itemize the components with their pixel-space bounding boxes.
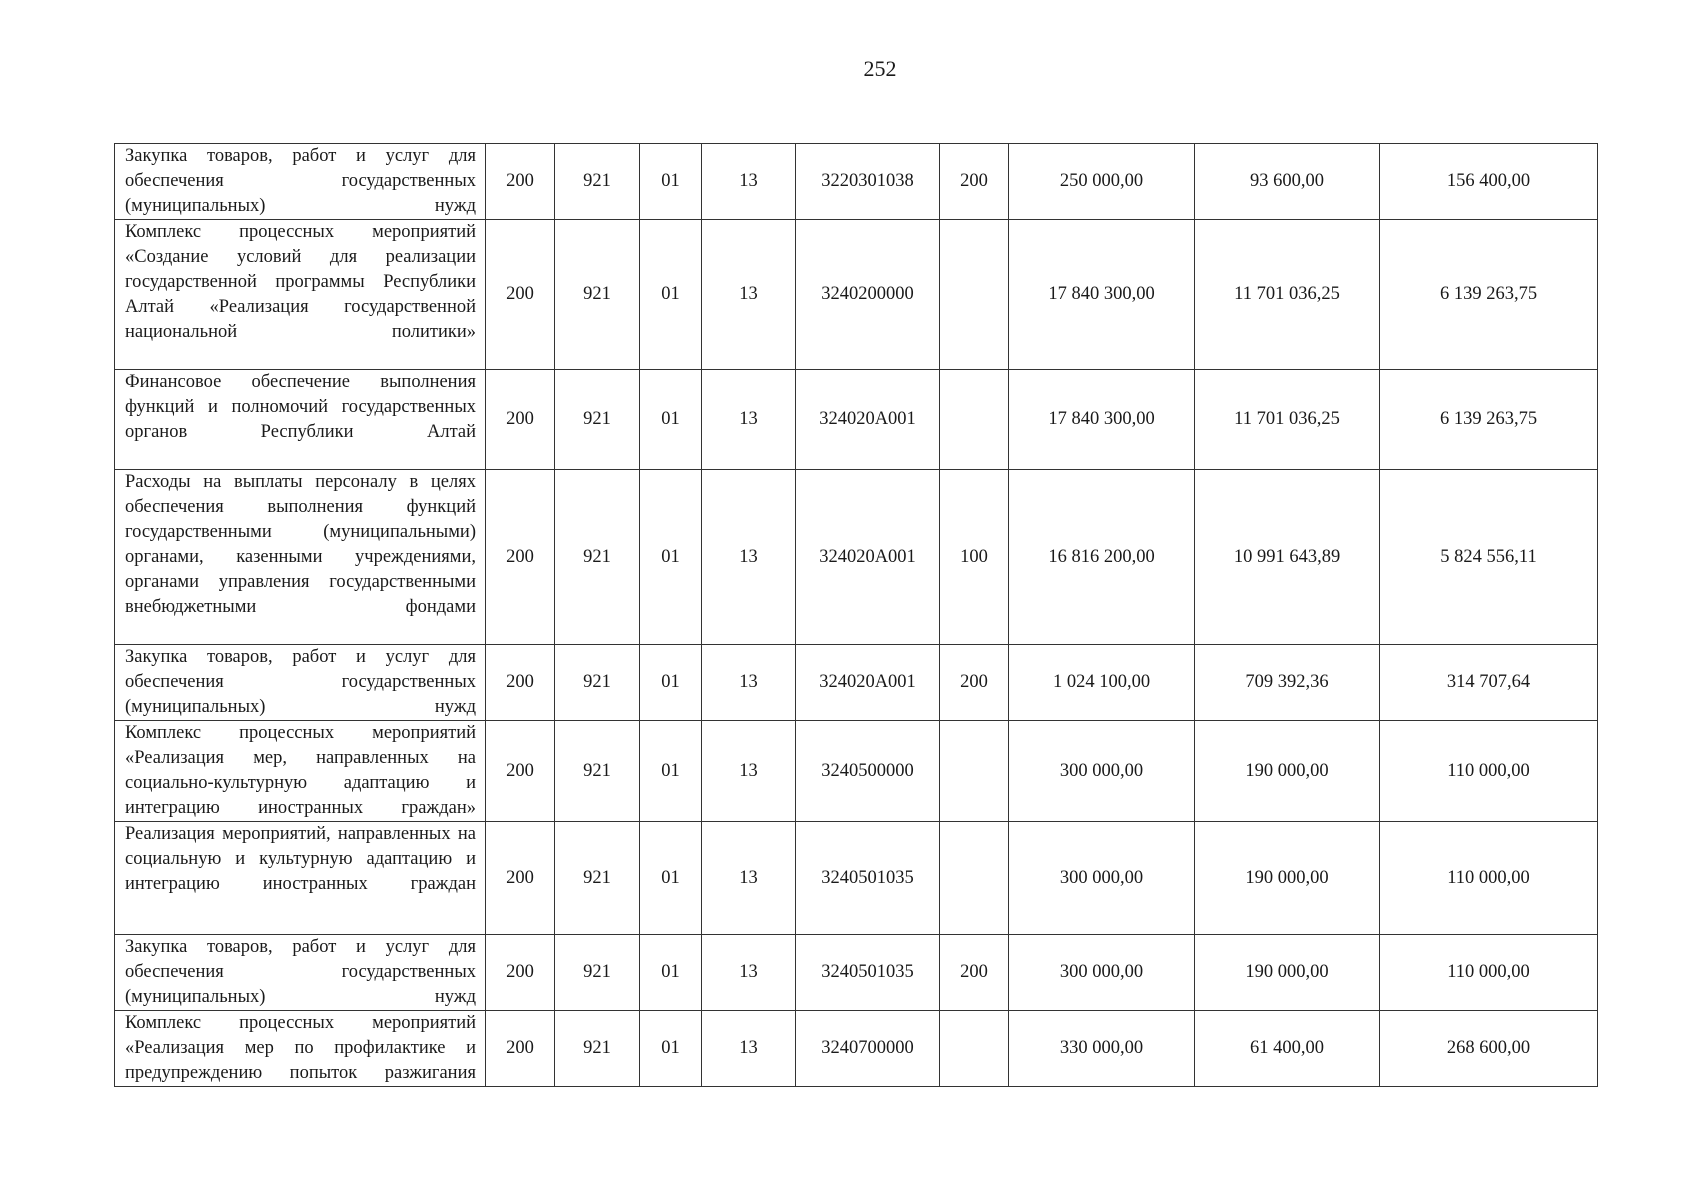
cell-c3: 01: [640, 220, 702, 370]
row-description: Комплекс процессных мероприятий «Реализация мер по профилактике и предупреждению попыток разжигания: [115, 1011, 486, 1087]
cell-c4: 13: [702, 645, 796, 721]
cell-c2: 921: [555, 144, 640, 220]
cell-type: [940, 822, 1009, 935]
cell-c4: 13: [702, 935, 796, 1011]
table-row: [115, 370, 1598, 470]
row-description: Комплекс процессных мероприятий «Создание условий для реализации государственной программы Республики Алтай «Реализация государственной национальной политики»: [115, 220, 486, 370]
table-row: [115, 220, 1598, 370]
cell-code: 324020А001: [796, 370, 940, 470]
cell-plan: 300 000,00: [1009, 822, 1195, 935]
cell-plan: 300 000,00: [1009, 721, 1195, 822]
row-description: Реализация мероприятий, направленных на социальную и культурную адаптацию и интеграцию иностранных граждан: [115, 822, 486, 935]
cell-c2: 921: [555, 822, 640, 935]
table-row: [115, 645, 1598, 721]
table-row: [115, 470, 1598, 645]
cell-fact: 190 000,00: [1195, 822, 1380, 935]
row-description: Закупка товаров, работ и услуг для обеспечения государственных (муниципальных) нужд: [115, 144, 486, 220]
table-row: [115, 935, 1598, 1011]
cell-c3: 01: [640, 1011, 702, 1087]
cell-fact: 11 701 036,25: [1195, 220, 1380, 370]
cell-fact: 190 000,00: [1195, 935, 1380, 1011]
cell-c2: 921: [555, 721, 640, 822]
cell-plan: 330 000,00: [1009, 1011, 1195, 1087]
cell-c1: 200: [486, 144, 555, 220]
cell-rest: 110 000,00: [1380, 822, 1598, 935]
cell-rest: 314 707,64: [1380, 645, 1598, 721]
cell-code: 324020А001: [796, 470, 940, 645]
cell-c4: 13: [702, 721, 796, 822]
cell-c1: 200: [486, 822, 555, 935]
row-description: Закупка товаров, работ и услуг для обеспечения государственных (муниципальных) нужд: [115, 935, 486, 1011]
cell-c3: 01: [640, 721, 702, 822]
cell-plan: 17 840 300,00: [1009, 370, 1195, 470]
budget-table: [114, 143, 1598, 1087]
table-row: [115, 1011, 1598, 1087]
cell-type: 200: [940, 935, 1009, 1011]
cell-c3: 01: [640, 470, 702, 645]
cell-c4: 13: [702, 220, 796, 370]
cell-c1: 200: [486, 370, 555, 470]
cell-c2: 921: [555, 645, 640, 721]
cell-c2: 921: [555, 1011, 640, 1087]
cell-code: 3220301038: [796, 144, 940, 220]
cell-c3: 01: [640, 645, 702, 721]
cell-type: [940, 1011, 1009, 1087]
cell-rest: 268 600,00: [1380, 1011, 1598, 1087]
cell-plan: 300 000,00: [1009, 935, 1195, 1011]
cell-c3: 01: [640, 144, 702, 220]
cell-c1: 200: [486, 1011, 555, 1087]
cell-c3: 01: [640, 822, 702, 935]
cell-fact: 93 600,00: [1195, 144, 1380, 220]
cell-c4: 13: [702, 1011, 796, 1087]
cell-code: 324020А001: [796, 645, 940, 721]
cell-c3: 01: [640, 935, 702, 1011]
cell-type: 200: [940, 144, 1009, 220]
row-description: Закупка товаров, работ и услуг для обеспечения государственных (муниципальных) нужд: [115, 645, 486, 721]
cell-c2: 921: [555, 935, 640, 1011]
table-row: [115, 822, 1598, 935]
cell-type: 100: [940, 470, 1009, 645]
cell-code: 3240700000: [796, 1011, 940, 1087]
table-row: [115, 144, 1598, 220]
cell-type: 200: [940, 645, 1009, 721]
cell-c2: 921: [555, 370, 640, 470]
cell-type: [940, 220, 1009, 370]
cell-code: 3240501035: [796, 935, 940, 1011]
cell-type: [940, 370, 1009, 470]
cell-rest: 6 139 263,75: [1380, 370, 1598, 470]
cell-c1: 200: [486, 935, 555, 1011]
cell-plan: 250 000,00: [1009, 144, 1195, 220]
cell-c2: 921: [555, 220, 640, 370]
cell-c4: 13: [702, 822, 796, 935]
cell-c1: 200: [486, 470, 555, 645]
cell-c4: 13: [702, 144, 796, 220]
cell-c1: 200: [486, 721, 555, 822]
cell-c3: 01: [640, 370, 702, 470]
cell-rest: 110 000,00: [1380, 721, 1598, 822]
cell-c2: 921: [555, 470, 640, 645]
cell-fact: 10 991 643,89: [1195, 470, 1380, 645]
cell-rest: 6 139 263,75: [1380, 220, 1598, 370]
cell-rest: 5 824 556,11: [1380, 470, 1598, 645]
cell-code: 3240500000: [796, 721, 940, 822]
cell-fact: 709 392,36: [1195, 645, 1380, 721]
cell-rest: 110 000,00: [1380, 935, 1598, 1011]
cell-code: 3240200000: [796, 220, 940, 370]
cell-plan: 1 024 100,00: [1009, 645, 1195, 721]
cell-fact: 61 400,00: [1195, 1011, 1380, 1087]
cell-c4: 13: [702, 470, 796, 645]
cell-fact: 11 701 036,25: [1195, 370, 1380, 470]
row-description: Комплекс процессных мероприятий «Реализация мер, направленных на социально-культурную адаптацию и интеграцию иностранных граждан»: [115, 721, 486, 822]
table-row: [115, 721, 1598, 822]
cell-code: 3240501035: [796, 822, 940, 935]
row-description: Финансовое обеспечение выполнения функций и полномочий государственных органов Республики Алтай: [115, 370, 486, 470]
cell-c4: 13: [702, 370, 796, 470]
row-description: Расходы на выплаты персоналу в целях обеспечения выполнения функций государственными (муниципальными) органами, казенными учреждениями, органами управления государственными внебюджетными фондами: [115, 470, 486, 645]
page-number: 252: [863, 56, 897, 81]
cell-plan: 16 816 200,00: [1009, 470, 1195, 645]
cell-fact: 190 000,00: [1195, 721, 1380, 822]
cell-c1: 200: [486, 220, 555, 370]
cell-c1: 200: [486, 645, 555, 721]
cell-plan: 17 840 300,00: [1009, 220, 1195, 370]
cell-rest: 156 400,00: [1380, 144, 1598, 220]
cell-type: [940, 721, 1009, 822]
